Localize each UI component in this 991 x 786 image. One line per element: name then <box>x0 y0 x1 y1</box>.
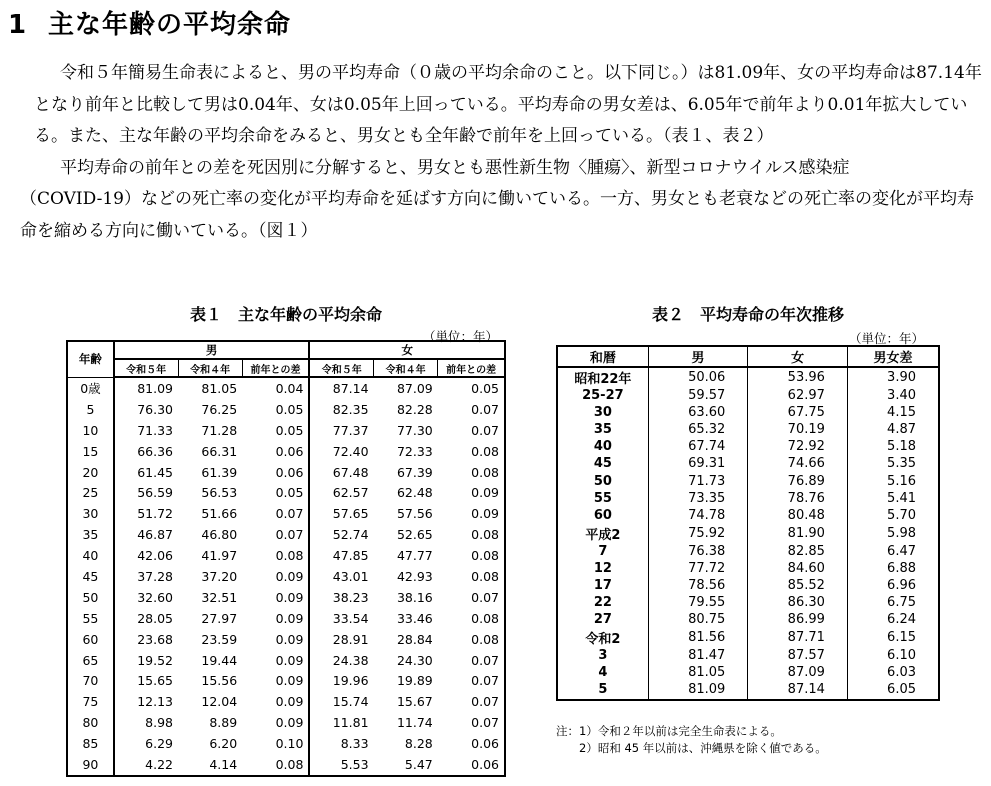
value-cell: 52.74 <box>309 524 373 545</box>
value-cell: 8.33 <box>309 733 373 754</box>
table-row <box>557 628 939 647</box>
value-cell: 8.98 <box>145 715 174 731</box>
era-cell: 27 <box>557 611 648 628</box>
section-number: 1 <box>8 10 28 40</box>
era-cell: 35 <box>557 421 648 438</box>
value-cell: 0.06 <box>471 756 499 772</box>
value-cell: 24.38 <box>309 650 373 671</box>
value-cell: 0.07 <box>471 673 499 689</box>
value-cell: 0.07 <box>471 694 499 710</box>
age-cell: 65 <box>67 650 114 671</box>
value-cell: 76.89 <box>748 472 848 489</box>
value-cell: 37.20 <box>201 568 238 584</box>
value-cell: 5.35 <box>847 455 939 472</box>
table-row <box>67 670 505 691</box>
value-cell: 5.53 <box>309 754 373 776</box>
table-row <box>67 545 505 566</box>
table-row <box>557 594 939 611</box>
table1-subheader: 前年との差 <box>242 359 309 377</box>
value-cell: 11.81 <box>309 712 373 733</box>
paragraph-2: 平均寿命の前年との差を死因別に分解すると、男女とも悪性新生物〈腫瘍〉、新型コロナウイルス感染症 <box>60 157 850 178</box>
table-row <box>67 691 505 712</box>
value-cell: 62.97 <box>748 387 848 404</box>
era-cell: 7 <box>557 543 648 560</box>
value-cell: 24.30 <box>396 652 433 668</box>
value-cell: 78.56 <box>648 577 748 594</box>
value-cell: 0.07 <box>471 589 499 605</box>
value-cell: 51.66 <box>201 506 238 522</box>
value-cell: 15.65 <box>137 673 174 689</box>
value-cell: 0.06 <box>242 462 309 483</box>
table-row <box>67 399 505 420</box>
value-cell: 27.97 <box>201 610 238 626</box>
value-cell: 69.31 <box>648 455 748 472</box>
value-cell: 53.96 <box>748 367 848 387</box>
age-cell: 70 <box>67 670 114 691</box>
value-cell: 87.14 <box>309 377 373 399</box>
body-text <box>20 58 984 247</box>
table-row <box>67 712 505 733</box>
value-cell: 85.52 <box>748 577 848 594</box>
age-cell: 60 <box>67 629 114 650</box>
value-cell: 62.57 <box>309 482 373 503</box>
value-cell: 0.08 <box>471 610 499 626</box>
value-cell: 76.25 <box>201 401 238 417</box>
table1-unit: （単位：年） <box>423 329 499 344</box>
value-cell: 75.92 <box>648 524 748 543</box>
era-cell: 55 <box>557 490 648 507</box>
table-row <box>67 462 505 483</box>
value-cell: 33.46 <box>396 610 433 626</box>
value-cell: 81.09 <box>648 681 748 699</box>
value-cell: 41.97 <box>201 548 238 564</box>
value-cell: 51.72 <box>137 506 174 522</box>
table-row <box>67 608 505 629</box>
table-row <box>557 421 939 438</box>
value-cell: 0.08 <box>242 754 309 776</box>
value-cell: 65.32 <box>648 421 748 438</box>
value-cell: 61.39 <box>201 464 238 480</box>
paragraph-1: 令和５年簡易生命表によると、男の平均寿命（０歳の平均余命のこと。以下同じ。）は81.09年、女の平均寿命は87.14年となり前年と比較して男は0.04年、女は0.05年上回っている。平均寿命の男女差は、6.05年で前年より0.01年拡大している。また、主な年齢の平均余命をみると、男女とも全年齢で前年を上回っている。（表１、表２） <box>34 63 982 146</box>
value-cell: 8.28 <box>404 736 433 752</box>
value-cell: 80.75 <box>648 611 748 628</box>
value-cell: 57.65 <box>309 503 373 524</box>
paragraph-3: （COVID-19）などの死亡率の変化が平均寿命を延ばす方向に働いている。一方、男女とも老衰などの死亡率の変化が平均寿命を縮める方向に働いている。（図１） <box>20 189 974 241</box>
table-row <box>557 647 939 664</box>
value-cell: 56.59 <box>137 485 174 501</box>
table2-note-1: 注：1）令和２年以前は完全生命表による。 <box>556 724 782 738</box>
value-cell: 47.77 <box>396 548 433 564</box>
value-cell: 4.87 <box>847 421 939 438</box>
table-row <box>67 733 505 754</box>
value-cell: 61.45 <box>137 464 174 480</box>
value-cell: 23.59 <box>201 631 238 647</box>
value-cell: 23.68 <box>137 631 174 647</box>
value-cell: 6.24 <box>847 611 939 628</box>
value-cell: 81.05 <box>648 664 748 681</box>
age-cell: 45 <box>67 566 114 587</box>
value-cell: 0.08 <box>471 631 499 647</box>
value-cell: 0.09 <box>242 608 309 629</box>
value-cell: 63.60 <box>648 404 748 421</box>
value-cell: 5.47 <box>404 756 433 772</box>
value-cell: 0.05 <box>242 482 309 503</box>
value-cell: 6.03 <box>847 664 939 681</box>
value-cell: 50.06 <box>648 367 748 387</box>
table-row <box>67 629 505 650</box>
value-cell: 0.07 <box>471 715 499 731</box>
value-cell: 0.08 <box>471 443 499 459</box>
era-cell: 3 <box>557 647 648 664</box>
value-cell: 5.41 <box>847 490 939 507</box>
value-cell: 5.98 <box>847 524 939 543</box>
value-cell: 82.28 <box>396 401 433 417</box>
value-cell: 71.73 <box>648 472 748 489</box>
era-cell: 45 <box>557 455 648 472</box>
value-cell: 19.89 <box>396 673 433 689</box>
value-cell: 67.39 <box>396 464 433 480</box>
value-cell: 38.16 <box>396 589 433 605</box>
value-cell: 32.51 <box>201 589 238 605</box>
table1-caption: 表１ 主な年齢の平均余命 <box>189 305 382 324</box>
value-cell: 82.35 <box>309 399 373 420</box>
value-cell: 3.40 <box>847 387 939 404</box>
age-cell: 15 <box>67 441 114 462</box>
value-cell: 0.08 <box>471 464 499 480</box>
table1-subheader: 令和４年 <box>374 359 438 377</box>
table-row <box>67 524 505 545</box>
value-cell: 6.47 <box>847 543 939 560</box>
value-cell: 19.44 <box>201 652 238 668</box>
age-cell: 20 <box>67 462 114 483</box>
value-cell: 46.87 <box>137 527 174 543</box>
table2-note-2: 2）昭和 45 年以前は、沖縄県を除く値である。 <box>579 741 827 755</box>
value-cell: 66.31 <box>201 443 238 459</box>
value-cell: 28.91 <box>309 629 373 650</box>
value-cell: 0.08 <box>471 548 499 564</box>
value-cell: 4.22 <box>145 756 174 772</box>
value-cell: 15.56 <box>201 673 238 689</box>
value-cell: 6.96 <box>847 577 939 594</box>
value-cell: 37.28 <box>137 568 174 584</box>
value-cell: 32.60 <box>137 589 174 605</box>
age-cell: 5 <box>67 399 114 420</box>
era-cell: 令和2 <box>557 628 648 647</box>
value-cell: 77.30 <box>396 422 433 438</box>
table-row <box>557 438 939 455</box>
table1-male-header: 男 <box>114 341 310 359</box>
table2-caption: 表２ 平均寿命の年次推移 <box>651 305 844 324</box>
table-row <box>557 524 939 543</box>
table1-female-header: 女 <box>309 341 505 359</box>
value-cell: 5.18 <box>847 438 939 455</box>
value-cell: 12.13 <box>137 694 174 710</box>
value-cell: 33.54 <box>309 608 373 629</box>
era-cell: 50 <box>557 472 648 489</box>
value-cell: 28.84 <box>396 631 433 647</box>
table1-subheader: 前年との差 <box>438 359 505 377</box>
value-cell: 72.33 <box>396 443 433 459</box>
value-cell: 0.09 <box>242 712 309 733</box>
value-cell: 0.09 <box>242 650 309 671</box>
value-cell: 82.85 <box>748 543 848 560</box>
table-row <box>557 490 939 507</box>
value-cell: 46.80 <box>201 527 238 543</box>
age-cell: 85 <box>67 733 114 754</box>
table-row <box>67 441 505 462</box>
value-cell: 87.71 <box>748 628 848 647</box>
value-cell: 6.15 <box>847 628 939 647</box>
table-row <box>557 611 939 628</box>
value-cell: 8.89 <box>209 715 238 731</box>
value-cell: 62.48 <box>396 485 433 501</box>
era-cell: 25-27 <box>557 387 648 404</box>
age-cell: 10 <box>67 420 114 441</box>
era-cell: 5 <box>557 681 648 699</box>
value-cell: 76.30 <box>137 401 174 417</box>
table-row <box>67 420 505 441</box>
age-cell: 55 <box>67 608 114 629</box>
value-cell: 76.38 <box>648 543 748 560</box>
value-cell: 12.04 <box>201 694 238 710</box>
value-cell: 86.99 <box>748 611 848 628</box>
era-cell: 60 <box>557 507 648 524</box>
value-cell: 87.14 <box>748 681 848 699</box>
value-cell: 0.09 <box>242 691 309 712</box>
value-cell: 52.65 <box>396 527 433 543</box>
table-row <box>67 650 505 671</box>
value-cell: 81.05 <box>201 380 238 396</box>
table2-header: 男 <box>648 346 748 367</box>
value-cell: 70.19 <box>748 421 848 438</box>
value-cell: 6.05 <box>847 681 939 699</box>
value-cell: 0.06 <box>471 736 499 752</box>
value-cell: 74.78 <box>648 507 748 524</box>
value-cell: 6.75 <box>847 594 939 611</box>
table1-subheader: 令和４年 <box>178 359 242 377</box>
value-cell: 4.15 <box>847 404 939 421</box>
age-cell: 90 <box>67 754 114 776</box>
table2-unit: （単位：年） <box>849 331 925 346</box>
value-cell: 81.47 <box>648 647 748 664</box>
value-cell: 73.35 <box>648 490 748 507</box>
value-cell: 0.09 <box>242 629 309 650</box>
age-cell: 0歳 <box>67 377 114 399</box>
value-cell: 19.52 <box>137 652 174 668</box>
table-row <box>557 455 939 472</box>
value-cell: 38.23 <box>309 587 373 608</box>
table-row <box>557 577 939 594</box>
value-cell: 0.07 <box>471 652 499 668</box>
value-cell: 0.09 <box>471 485 499 501</box>
value-cell: 6.10 <box>847 647 939 664</box>
table-row <box>557 681 939 699</box>
table-row <box>557 507 939 524</box>
table-row <box>67 587 505 608</box>
era-cell: 12 <box>557 560 648 577</box>
value-cell: 72.92 <box>748 438 848 455</box>
table2-header: 女 <box>748 346 848 367</box>
value-cell: 77.72 <box>648 560 748 577</box>
value-cell: 5.16 <box>847 472 939 489</box>
era-cell: 17 <box>557 577 648 594</box>
value-cell: 11.74 <box>396 715 433 731</box>
table-row <box>557 543 939 560</box>
era-cell: 4 <box>557 664 648 681</box>
value-cell: 0.09 <box>242 587 309 608</box>
value-cell: 28.05 <box>137 610 174 626</box>
value-cell: 0.09 <box>471 506 499 522</box>
age-cell: 40 <box>67 545 114 566</box>
age-cell: 30 <box>67 503 114 524</box>
value-cell: 0.09 <box>242 670 309 691</box>
value-cell: 84.60 <box>748 560 848 577</box>
table2-header: 男女差 <box>847 346 939 367</box>
age-cell: 50 <box>67 587 114 608</box>
table2-header: 和暦 <box>557 346 648 367</box>
value-cell: 0.07 <box>471 422 499 438</box>
value-cell: 0.08 <box>242 545 309 566</box>
value-cell: 80.48 <box>748 507 848 524</box>
value-cell: 81.09 <box>137 380 174 396</box>
era-cell: 40 <box>557 438 648 455</box>
value-cell: 0.04 <box>242 377 309 399</box>
value-cell: 6.20 <box>209 736 238 752</box>
era-cell: 昭和22年 <box>557 367 648 387</box>
value-cell: 78.76 <box>748 490 848 507</box>
era-cell: 平成2 <box>557 524 648 543</box>
value-cell: 43.01 <box>309 566 373 587</box>
value-cell: 0.07 <box>242 524 309 545</box>
value-cell: 67.75 <box>748 404 848 421</box>
value-cell: 56.53 <box>201 485 238 501</box>
value-cell: 87.09 <box>748 664 848 681</box>
value-cell: 0.07 <box>471 401 499 417</box>
table-row <box>67 377 505 399</box>
table2-notes <box>556 723 827 757</box>
value-cell: 0.06 <box>242 441 309 462</box>
age-cell: 80 <box>67 712 114 733</box>
value-cell: 5.70 <box>847 507 939 524</box>
value-cell: 87.57 <box>748 647 848 664</box>
value-cell: 15.67 <box>396 694 433 710</box>
age-cell: 35 <box>67 524 114 545</box>
value-cell: 71.33 <box>137 422 174 438</box>
value-cell: 0.07 <box>242 503 309 524</box>
table-row <box>557 404 939 421</box>
table-row <box>557 472 939 489</box>
table-row <box>67 503 505 524</box>
value-cell: 74.66 <box>748 455 848 472</box>
value-cell: 6.88 <box>847 560 939 577</box>
value-cell: 87.09 <box>396 380 433 396</box>
value-cell: 67.74 <box>648 438 748 455</box>
value-cell: 0.05 <box>471 380 499 396</box>
table-row <box>557 664 939 681</box>
value-cell: 66.36 <box>137 443 174 459</box>
value-cell: 0.05 <box>242 399 309 420</box>
value-cell: 42.93 <box>396 568 433 584</box>
table-row <box>67 482 505 503</box>
value-cell: 81.56 <box>648 628 748 647</box>
value-cell: 4.14 <box>209 756 238 772</box>
value-cell: 6.29 <box>145 736 174 752</box>
value-cell: 42.06 <box>137 548 174 564</box>
era-cell: 22 <box>557 594 648 611</box>
value-cell: 72.40 <box>309 441 373 462</box>
value-cell: 86.30 <box>748 594 848 611</box>
value-cell: 0.10 <box>242 733 309 754</box>
value-cell: 3.90 <box>847 367 939 387</box>
value-cell: 77.37 <box>309 420 373 441</box>
table1-subheader: 令和５年 <box>114 359 178 377</box>
value-cell: 19.96 <box>309 670 373 691</box>
table-row <box>557 560 939 577</box>
value-cell: 47.85 <box>309 545 373 566</box>
section-title-text: 主な年齢の平均余命 <box>48 10 292 40</box>
value-cell: 67.48 <box>309 462 373 483</box>
table1-subheader: 令和５年 <box>309 359 373 377</box>
value-cell: 71.28 <box>201 422 238 438</box>
era-cell: 30 <box>557 404 648 421</box>
value-cell: 0.08 <box>471 527 499 543</box>
table2 <box>556 345 940 701</box>
age-cell: 25 <box>67 482 114 503</box>
value-cell: 81.90 <box>748 524 848 543</box>
value-cell: 0.09 <box>242 566 309 587</box>
value-cell: 0.08 <box>471 568 499 584</box>
section-title <box>8 4 291 41</box>
value-cell: 15.74 <box>309 691 373 712</box>
value-cell: 57.56 <box>396 506 433 522</box>
table-row <box>67 754 505 776</box>
value-cell: 79.55 <box>648 594 748 611</box>
table1 <box>66 340 506 777</box>
table1-age-header: 年齢 <box>67 341 114 377</box>
age-cell: 75 <box>67 691 114 712</box>
table-row <box>67 566 505 587</box>
value-cell: 0.05 <box>242 420 309 441</box>
table-row <box>557 387 939 404</box>
value-cell: 59.57 <box>648 387 748 404</box>
table-row <box>557 367 939 387</box>
